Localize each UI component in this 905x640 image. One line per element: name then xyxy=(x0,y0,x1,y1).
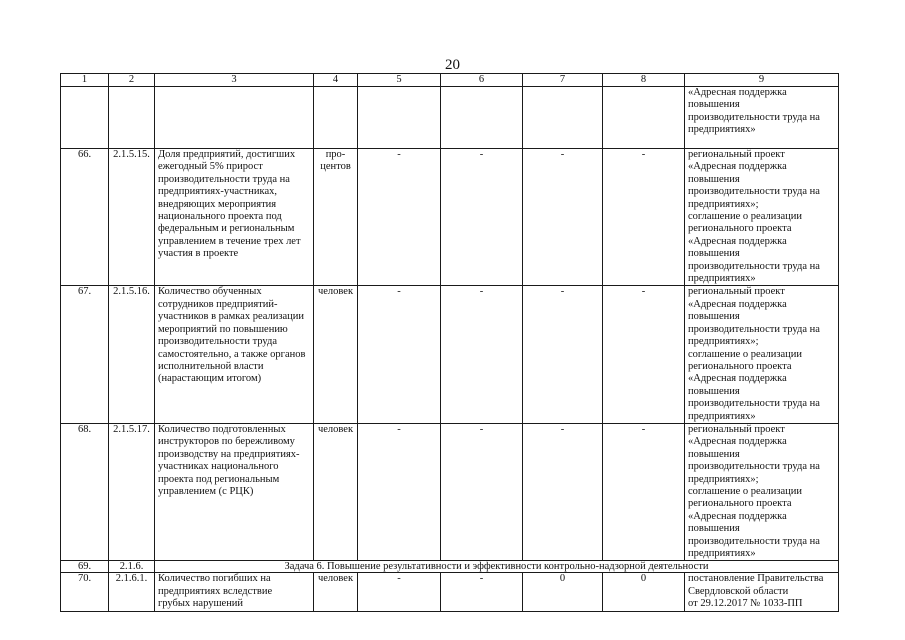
value-col-7 xyxy=(523,87,603,149)
value-col-7: 0 xyxy=(523,573,603,611)
value-col-8 xyxy=(603,87,685,149)
table-row xyxy=(61,573,839,611)
indicator-code: 2.1.6.1. xyxy=(109,573,155,611)
source-document: «Адресная поддержка повышения производительности труда на предприятиях» xyxy=(685,87,839,149)
row-number: 66. xyxy=(61,149,109,286)
row-number: 70. xyxy=(61,573,109,611)
indicator-name: Количество погибших на предприятиях вследствие грубых нарушений xyxy=(155,573,314,611)
task-row-number: 69. xyxy=(61,561,109,573)
value-col-5 xyxy=(358,87,441,149)
value-col-6: - xyxy=(441,423,523,560)
column-header-2: 2 xyxy=(109,74,155,87)
value-col-8: - xyxy=(603,286,685,423)
indicator-code: 2.1.5.16. xyxy=(109,286,155,423)
value-col-7: - xyxy=(523,423,603,560)
column-header-9: 9 xyxy=(685,74,839,87)
indicator-name xyxy=(155,87,314,149)
indicator-code: 2.1.5.17. xyxy=(109,423,155,560)
value-col-8: - xyxy=(603,423,685,560)
table-row xyxy=(61,423,839,560)
indicators-table xyxy=(60,73,839,612)
value-col-6: - xyxy=(441,573,523,611)
unit: человек xyxy=(314,423,358,560)
value-col-6 xyxy=(441,87,523,149)
column-header-1: 1 xyxy=(61,74,109,87)
task-row-title: Задача 6. Повышение результативности и эффективности контрольно-надзорной деятельности xyxy=(155,561,839,573)
unit xyxy=(314,87,358,149)
row-number: 68. xyxy=(61,423,109,560)
column-header-4: 4 xyxy=(314,74,358,87)
value-col-6: - xyxy=(441,286,523,423)
row-number xyxy=(61,87,109,149)
column-header-5: 5 xyxy=(358,74,441,87)
table-row xyxy=(61,149,839,286)
value-col-7: - xyxy=(523,149,603,286)
source-document: региональный проект «Адресная поддержка повышения производительности труда на предприятиях»; соглашение о реализации регионального проекта «Адресная поддержка повышения производительности труда на предприятиях» xyxy=(685,286,839,423)
indicator-name: Доля предприятий, достигших ежегодный 5% прирост производительности труда на предприятиях-участниках, внедряющих мероприятия национального проекта под федеральным и региональным управлением в течение трех лет участия в проекте xyxy=(155,149,314,286)
indicator-name: Количество обученных сотрудников предприятий- участников в рамках реализации мероприятий по повышению производительности труда самостоятельно, а также органов исполнительной власти (нарастающим итогом) xyxy=(155,286,314,423)
source-document: региональный проект «Адресная поддержка повышения производительности труда на предприятиях»; соглашение о реализации регионального проекта «Адресная поддержка повышения производительности труда на предприятиях» xyxy=(685,149,839,286)
table-body xyxy=(61,74,839,612)
source-document: региональный проект «Адресная поддержка повышения производительности труда на предприятиях»; соглашение о реализации регионального проекта «Адресная поддержка повышения производительности труда на предприятиях» xyxy=(685,423,839,560)
continuation-row xyxy=(61,87,839,149)
indicator-code: 2.1.5.15. xyxy=(109,149,155,286)
unit: про- центов xyxy=(314,149,358,286)
value-col-5: - xyxy=(358,573,441,611)
column-header-3: 3 xyxy=(155,74,314,87)
task-row xyxy=(61,561,839,573)
indicator-name: Количество подготовленных инструкторов по бережливому производству на предприятиях- участниках национального проекта под региональным управлением (с РЦК) xyxy=(155,423,314,560)
page-number: 20 xyxy=(445,57,460,73)
source-document: постановление Правительства Свердловской области от 29.12.2017 № 1033-ПП xyxy=(685,573,839,611)
task-row-code: 2.1.6. xyxy=(109,561,155,573)
value-col-8: - xyxy=(603,149,685,286)
value-col-6: - xyxy=(441,149,523,286)
value-col-5: - xyxy=(358,286,441,423)
column-number-header-row xyxy=(61,74,839,87)
row-number: 67. xyxy=(61,286,109,423)
unit: человек xyxy=(314,286,358,423)
value-col-5: - xyxy=(358,149,441,286)
column-header-6: 6 xyxy=(441,74,523,87)
column-header-8: 8 xyxy=(603,74,685,87)
value-col-7: - xyxy=(523,286,603,423)
table-row xyxy=(61,286,839,423)
indicator-code xyxy=(109,87,155,149)
unit: человек xyxy=(314,573,358,611)
value-col-5: - xyxy=(358,423,441,560)
value-col-8: 0 xyxy=(603,573,685,611)
column-header-7: 7 xyxy=(523,74,603,87)
